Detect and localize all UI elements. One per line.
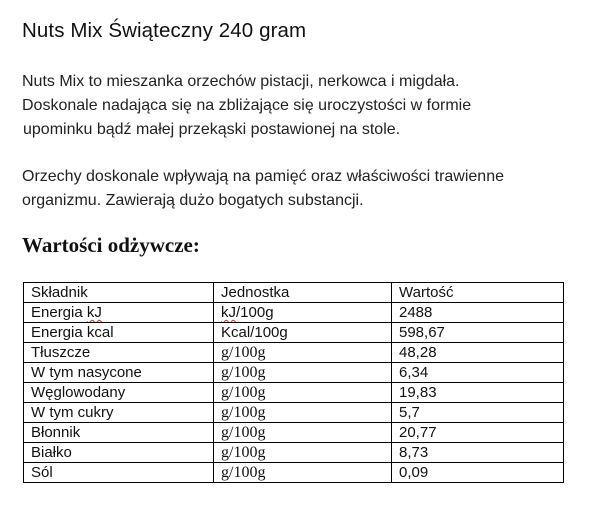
value-cell: 0,09 (392, 463, 564, 483)
spellcheck-marked-word: kJ (86, 304, 102, 321)
ingredient-cell: W tym nasycone (24, 363, 214, 383)
table-row (24, 303, 564, 323)
unit-cell: g/100g (214, 463, 392, 483)
value-cell: 8,73 (392, 443, 564, 463)
value-cell: 2488 (392, 303, 564, 323)
product-title: Nuts Mix Świąteczny 240 gram (22, 19, 307, 42)
ingredient-cell: Białko (24, 443, 214, 463)
ingredient-name: Energia (31, 304, 87, 321)
ingredient-cell: Energia kcal (24, 323, 214, 343)
unit-cell: g/100g (214, 343, 392, 363)
table-row (24, 343, 564, 363)
paragraph-line: Orzechy doskonale wpływają na pamięć oraz właściwości trawienne (22, 168, 504, 185)
table-row (24, 323, 564, 343)
unit-cell: g/100g (214, 403, 392, 423)
paragraph-line: organizmu. Zawierają dużo bogatych substancji. (22, 192, 364, 209)
value-cell: 6,34 (392, 363, 564, 383)
table-row (24, 403, 564, 423)
ingredient-cell (24, 303, 214, 323)
unit-cell (214, 303, 392, 323)
column-header-unit: Jednostka (214, 283, 392, 303)
nutrition-table (23, 282, 564, 483)
ingredient-cell: Tłuszcze (24, 343, 214, 363)
value-cell: 48,28 (392, 343, 564, 363)
column-header-value: Wartość (392, 283, 564, 303)
ingredient-cell: Węglowodany (24, 383, 214, 403)
paragraph-line: Nuts Mix to mieszanka orzechów pistacji, nerkowca i migdała. (22, 73, 460, 90)
paragraph-line: Doskonale nadająca się na zbliżające się uroczystości w formie (22, 97, 472, 114)
unit-cell: Kcal/100g (214, 323, 392, 343)
ingredient-cell: Błonnik (24, 423, 214, 443)
unit-cell: g/100g (214, 443, 392, 463)
unit-cell: g/100g (214, 383, 392, 403)
nutrition-heading: Wartości odżywcze: (22, 233, 200, 257)
table-header-row (24, 283, 564, 303)
unit-cell: g/100g (214, 423, 392, 443)
paragraph-line: upominku bądź małej przekąski postawionej na stole. (23, 121, 401, 138)
description-paragraph-1 (22, 70, 471, 142)
unit-suffix: /100g (236, 304, 274, 321)
table-row (24, 423, 564, 443)
value-cell: 19,83 (392, 383, 564, 403)
table-row (24, 363, 564, 383)
table-row (24, 463, 564, 483)
table-row (24, 443, 564, 463)
ingredient-cell: Sól (24, 463, 214, 483)
spellcheck-marked-word: kJ (221, 304, 236, 321)
value-cell: 20,77 (392, 423, 564, 443)
unit-cell: g/100g (214, 363, 392, 383)
column-header-ingredient: Składnik (24, 283, 214, 303)
value-cell: 5,7 (392, 403, 564, 423)
value-cell: 598,67 (392, 323, 564, 343)
table-row (24, 383, 564, 403)
ingredient-cell: W tym cukry (24, 403, 214, 423)
description-paragraph-2 (22, 165, 504, 213)
